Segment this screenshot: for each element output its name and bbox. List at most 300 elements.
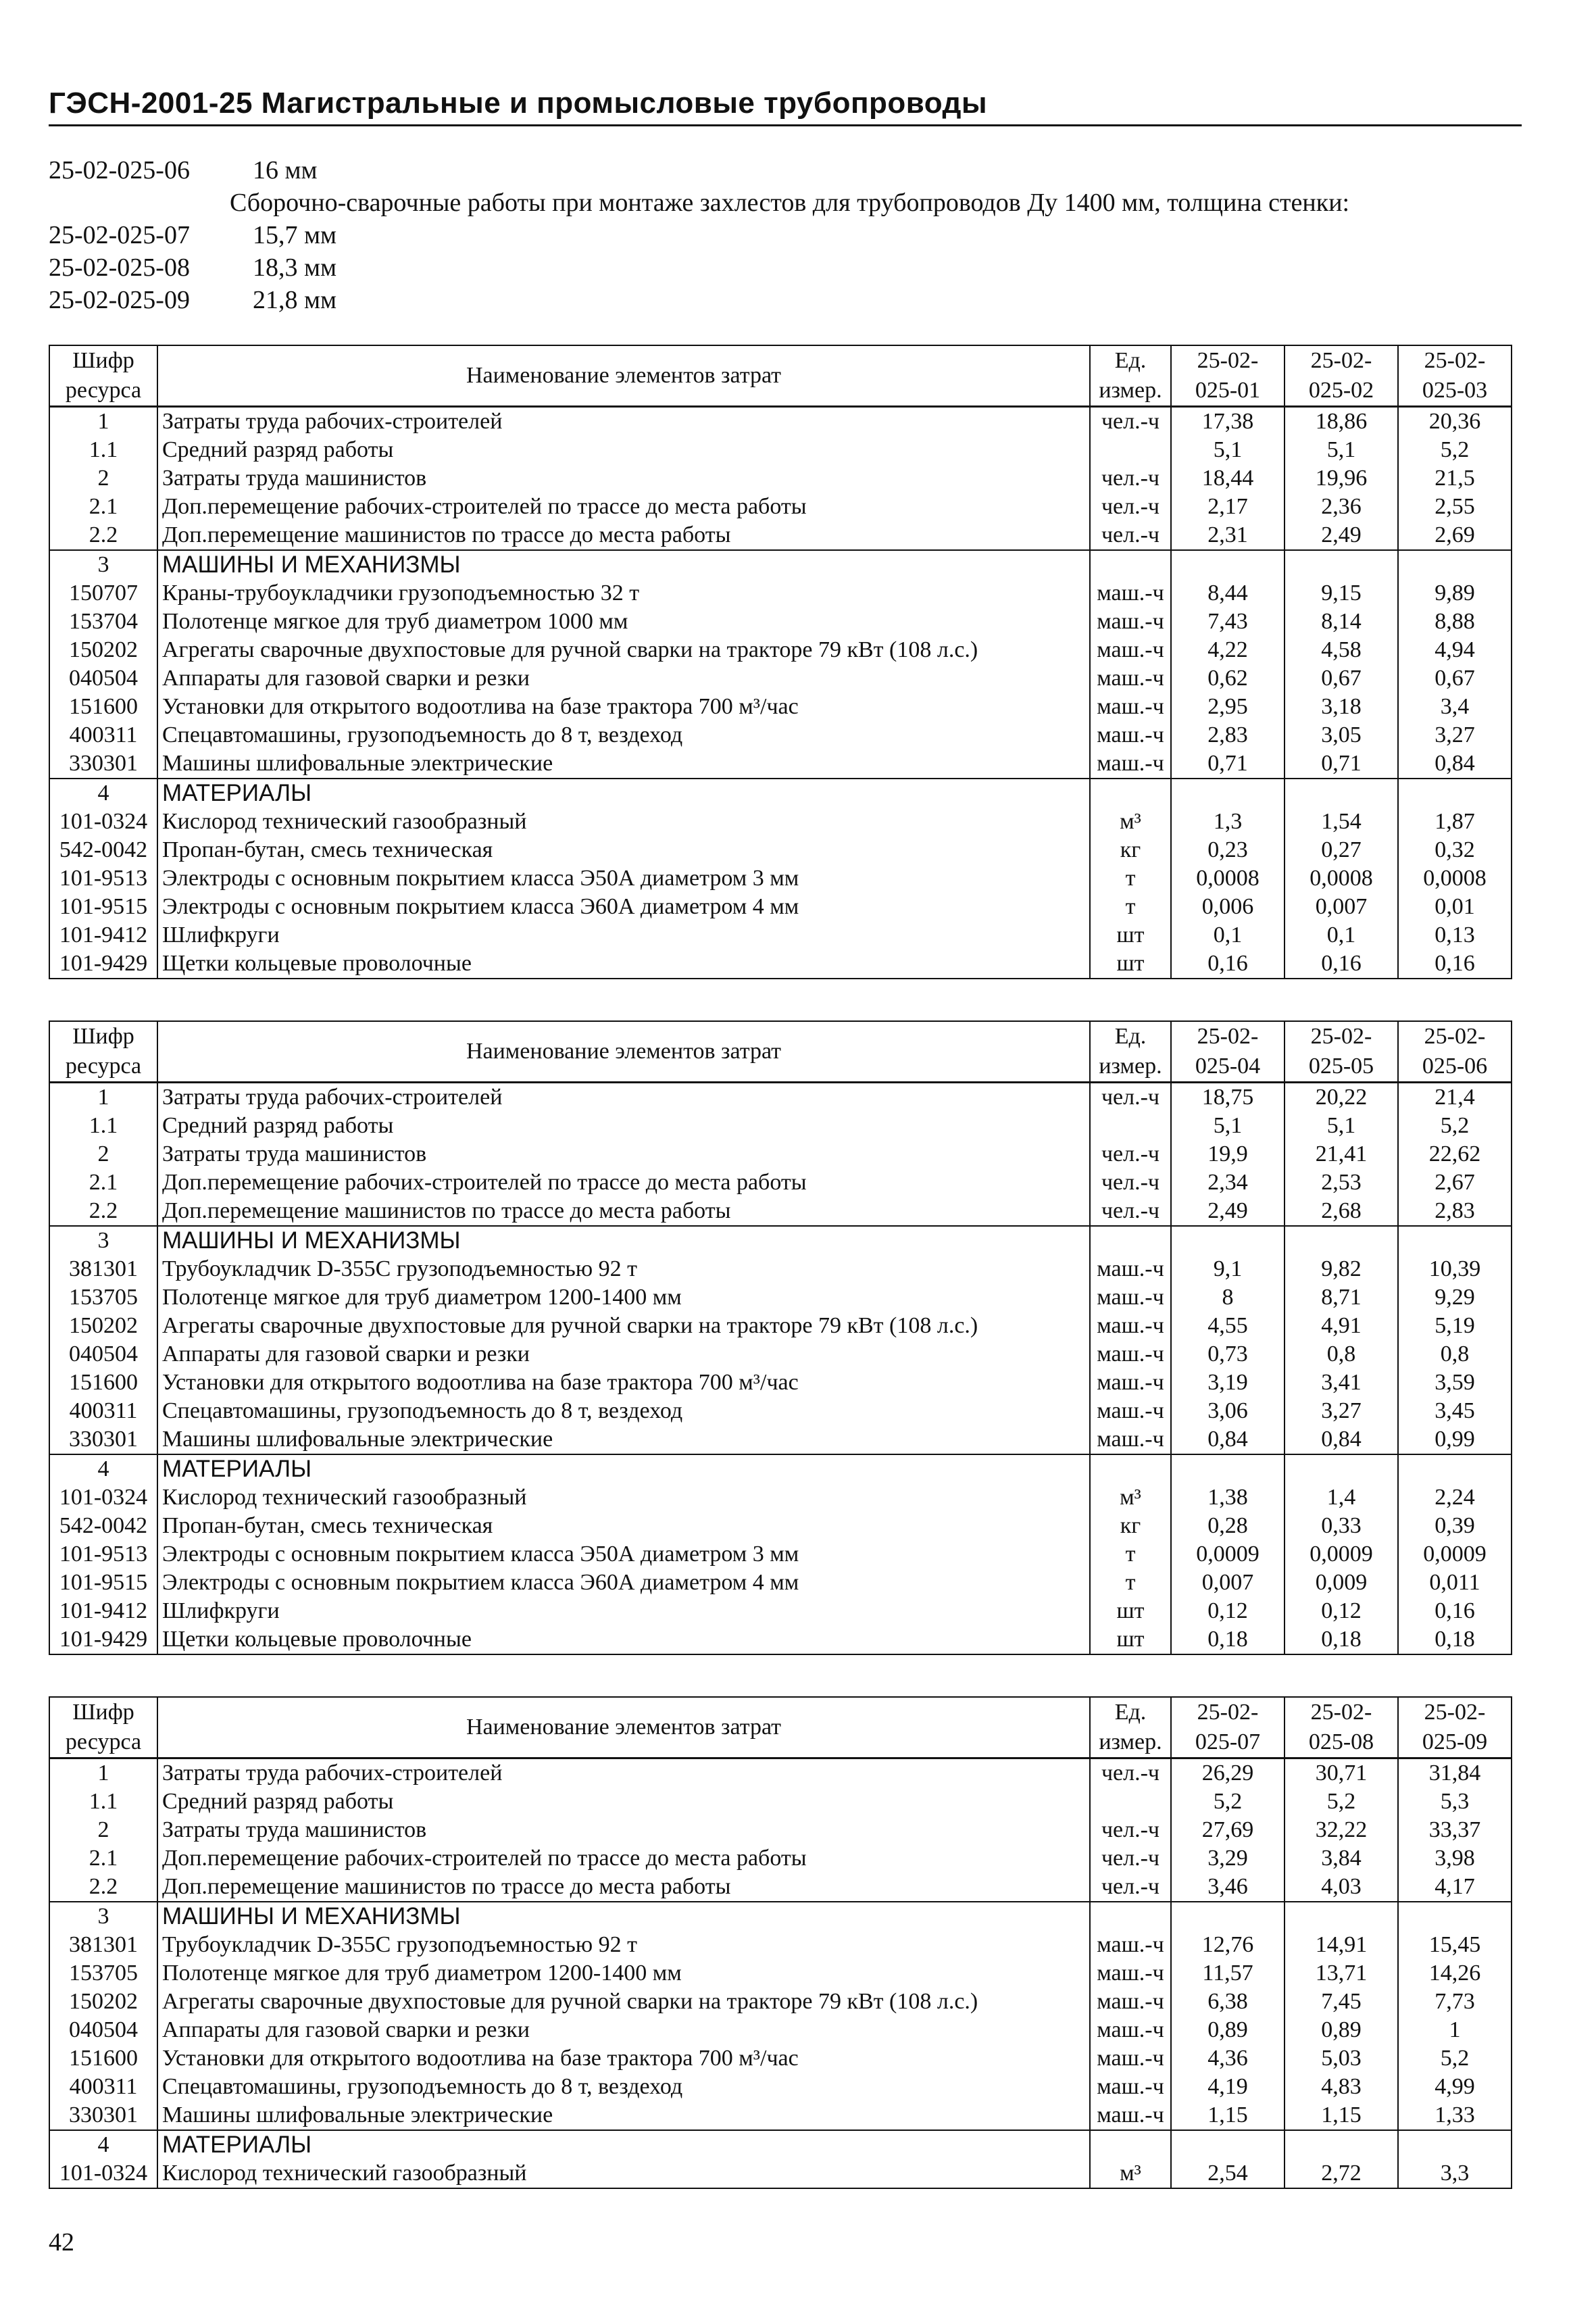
table-row [49,1931,1512,1959]
table-row [49,1255,1512,1283]
resource-code: 040504 [49,664,157,693]
value-cell [1171,550,1285,579]
table-row [49,2101,1512,2130]
value-cell [1285,1902,1398,1931]
table-row [49,1758,1512,1788]
unit-cell: маш.-ч [1090,636,1171,664]
table-row [49,1168,1512,1197]
table-row [49,664,1512,693]
section-row [49,779,1512,808]
value-cell [1398,1454,1512,1483]
table-row [49,921,1512,950]
table-row [49,464,1512,493]
value-cell: 5,03 [1285,2044,1398,2073]
wall-thickness: 18,3 мм [253,253,337,282]
intro-row [49,187,1535,219]
value-cell: 11,57 [1171,1959,1285,1988]
unit-cell: кг [1090,1512,1171,1540]
table-row [49,808,1512,836]
resource-code: 400311 [49,721,157,749]
wall-thickness: 16 мм [253,156,318,184]
value-cell: 4,55 [1171,1312,1285,1340]
value-cell: 21,41 [1285,1140,1398,1168]
value-cell: 3,27 [1398,721,1512,749]
value-cell: 0,011 [1398,1569,1512,1597]
value-cell: 8,71 [1285,1283,1398,1312]
resource-code: 101-9513 [49,864,157,893]
value-cell: 5,1 [1285,1112,1398,1140]
value-cell: 2,36 [1285,493,1398,521]
unit-cell: маш.-ч [1090,2044,1171,2073]
unit-cell [1090,1454,1171,1483]
column-header-norm: 25-02- [1398,345,1512,376]
unit-cell: маш.-ч [1090,664,1171,693]
unit-cell: т [1090,893,1171,921]
value-cell: 4,94 [1398,636,1512,664]
table-row [49,836,1512,864]
table-row [49,1425,1512,1454]
value-cell: 9,29 [1398,1283,1512,1312]
unit-cell: чел.-ч [1090,1168,1171,1197]
unit-cell: маш.-ч [1090,2016,1171,2044]
unit-cell: маш.-ч [1090,2073,1171,2101]
value-cell [1285,1226,1398,1255]
value-cell: 18,86 [1285,407,1398,437]
value-cell: 1,15 [1171,2101,1285,2130]
resource-code: 330301 [49,749,157,779]
resource-name: Аппараты для газовой сварки и резки [157,2016,1090,2044]
value-cell: 0,13 [1398,921,1512,950]
wall-thickness: 21,8 мм [253,286,337,314]
value-cell: 0,89 [1171,2016,1285,2044]
value-cell: 7,73 [1398,1988,1512,2016]
table-row [49,521,1512,550]
column-header-name: Наименование элементов затрат [157,345,1090,407]
resource-code: 101-9429 [49,1625,157,1654]
unit-cell: маш.-ч [1090,1959,1171,1988]
value-cell: 3,45 [1398,1397,1512,1425]
value-cell: 2,83 [1398,1197,1512,1226]
resource-code: 2.2 [49,1197,157,1226]
value-cell: 21,5 [1398,464,1512,493]
resource-code: 400311 [49,2073,157,2101]
value-cell [1171,1454,1285,1483]
value-cell: 0,84 [1285,1425,1398,1454]
value-cell: 3,41 [1285,1369,1398,1397]
resource-code: 2 [49,1816,157,1844]
resource-code: 3 [49,550,157,579]
value-cell: 18,44 [1171,464,1285,493]
value-cell: 0,27 [1285,836,1398,864]
value-cell: 3,3 [1398,2159,1512,2188]
value-cell: 0,12 [1171,1597,1285,1625]
resource-name: Кислород технический газообразный [157,2159,1090,2188]
value-cell: 0,16 [1398,950,1512,979]
table-row [49,407,1512,437]
value-cell: 1,87 [1398,808,1512,836]
column-header-norm: 025-04 [1171,1052,1285,1083]
page-title: ГЭСН-2001-25 Магистральные и промысловые трубопроводы [49,87,988,120]
column-header-unit: измер. [1090,1052,1171,1083]
value-cell: 17,38 [1171,407,1285,437]
table-row [49,1112,1512,1140]
section-row [49,2130,1512,2159]
unit-cell: маш.-ч [1090,1369,1171,1397]
unit-cell [1090,436,1171,464]
value-cell: 0,8 [1398,1340,1512,1369]
column-header-norm: 25-02- [1285,1021,1398,1052]
value-cell: 2,83 [1171,721,1285,749]
resource-code: 101-9429 [49,950,157,979]
column-header-norm: 025-03 [1398,376,1512,407]
resource-code: 1 [49,407,157,437]
column-header-code: Шифр [49,1021,157,1052]
value-cell: 0,71 [1285,749,1398,779]
value-cell: 0,18 [1171,1625,1285,1654]
unit-cell [1090,2130,1171,2159]
value-cell: 9,89 [1398,579,1512,608]
value-cell: 0,39 [1398,1512,1512,1540]
value-cell: 0,62 [1171,664,1285,693]
resource-code: 381301 [49,1931,157,1959]
value-cell: 8 [1171,1283,1285,1312]
column-header-norm: 25-02- [1171,1021,1285,1052]
value-cell: 0,33 [1285,1512,1398,1540]
value-cell: 4,17 [1398,1873,1512,1902]
unit-cell: чел.-ч [1090,1197,1171,1226]
value-cell: 0,8 [1285,1340,1398,1369]
column-header-norm: 25-02- [1398,1021,1512,1052]
value-cell: 0,84 [1171,1425,1285,1454]
value-cell: 2,34 [1171,1168,1285,1197]
resource-name: Затраты труда машинистов [157,1140,1090,1168]
intro-row [49,251,1535,284]
value-cell: 3,59 [1398,1369,1512,1397]
column-header-norm: 025-05 [1285,1052,1398,1083]
column-header-code: ресурса [49,376,157,407]
unit-cell: маш.-ч [1090,1312,1171,1340]
value-cell: 5,3 [1398,1788,1512,1816]
value-cell: 0,1 [1285,921,1398,950]
value-cell: 9,82 [1285,1255,1398,1283]
value-cell: 4,91 [1285,1312,1398,1340]
unit-cell: маш.-ч [1090,2101,1171,2130]
unit-cell: маш.-ч [1090,721,1171,749]
resource-code: 2.1 [49,493,157,521]
resource-code: 2 [49,464,157,493]
value-cell: 0,009 [1285,1569,1398,1597]
unit-cell: маш.-ч [1090,1425,1171,1454]
value-cell: 5,2 [1398,436,1512,464]
resource-code: 542-0042 [49,1512,157,1540]
value-cell: 0,0008 [1171,864,1285,893]
value-cell: 3,18 [1285,693,1398,721]
column-header-norm: 025-07 [1171,1727,1285,1758]
value-cell: 2,24 [1398,1483,1512,1512]
table-row [49,1312,1512,1340]
resource-name: Агрегаты сварочные двухпостовые для ручной сварки на тракторе 79 кВт (108 л.с.) [157,1988,1090,2016]
unit-cell: шт [1090,1597,1171,1625]
value-cell: 0,89 [1285,2016,1398,2044]
unit-cell: маш.-ч [1090,1255,1171,1283]
unit-cell: маш.-ч [1090,693,1171,721]
unit-cell [1090,1788,1171,1816]
table-row [49,2044,1512,2073]
value-cell [1171,1226,1285,1255]
value-cell: 10,39 [1398,1255,1512,1283]
resource-name: Электроды с основным покрытием класса Э50А диаметром 3 мм [157,1540,1090,1569]
value-cell: 1,4 [1285,1483,1398,1512]
value-cell: 0,18 [1398,1625,1512,1654]
table-row [49,636,1512,664]
resource-code: 101-9412 [49,921,157,950]
resource-name: Машины шлифовальные электрические [157,2101,1090,2130]
value-cell: 0,0009 [1171,1540,1285,1569]
resource-name: Спецавтомашины, грузоподъемность до 8 т, вездеход [157,1397,1090,1425]
table-row [49,1397,1512,1425]
column-header-code: Шифр [49,1697,157,1727]
value-cell: 30,71 [1285,1758,1398,1788]
resource-name: Затраты труда машинистов [157,1816,1090,1844]
norm-code: 25-02-025-09 [49,286,190,314]
unit-cell [1090,779,1171,808]
unit-cell: чел.-ч [1090,521,1171,550]
column-header-unit: Ед. [1090,1021,1171,1052]
resource-code: 151600 [49,2044,157,2073]
norm-code: 25-02-025-08 [49,253,190,282]
resource-code: 330301 [49,1425,157,1454]
value-cell [1398,779,1512,808]
value-cell: 1,54 [1285,808,1398,836]
value-cell: 4,83 [1285,2073,1398,2101]
value-cell: 4,58 [1285,636,1398,664]
unit-cell: чел.-ч [1090,407,1171,437]
value-cell: 5,19 [1398,1312,1512,1340]
column-header-norm: 025-06 [1398,1052,1512,1083]
resource-code: 150202 [49,636,157,664]
table-row [49,1083,1512,1112]
resource-code: 1.1 [49,1112,157,1140]
value-cell: 2,49 [1285,521,1398,550]
resource-code: 101-0324 [49,2159,157,2188]
table-row [49,2073,1512,2101]
resource-code: 101-9513 [49,1540,157,1569]
value-cell: 3,4 [1398,693,1512,721]
resource-code: 4 [49,2130,157,2159]
unit-cell: маш.-ч [1090,1988,1171,2016]
intro-row [49,219,1535,251]
value-cell: 12,76 [1171,1931,1285,1959]
value-cell [1285,1454,1398,1483]
unit-cell: маш.-ч [1090,1283,1171,1312]
column-header-unit: Ед. [1090,1697,1171,1727]
value-cell: 0,007 [1285,893,1398,921]
resource-code: 040504 [49,1340,157,1369]
resource-name: Полотенце мягкое для труб диаметром 1200-1400 мм [157,1283,1090,1312]
section-title: МАТЕРИАЛЫ [157,779,1090,808]
resource-code: 153705 [49,1283,157,1312]
value-cell: 0,67 [1398,664,1512,693]
value-cell: 8,14 [1285,608,1398,636]
norm-code: 25-02-025-06 [49,156,190,184]
value-cell: 0,99 [1398,1425,1512,1454]
value-cell: 2,68 [1285,1197,1398,1226]
resource-name: Аппараты для газовой сварки и резки [157,1340,1090,1369]
value-cell: 1,38 [1171,1483,1285,1512]
column-header-norm: 25-02- [1171,1697,1285,1727]
section-title: МАШИНЫ И МЕХАНИЗМЫ [157,1902,1090,1931]
unit-cell: т [1090,864,1171,893]
value-cell: 5,1 [1285,436,1398,464]
value-cell [1171,779,1285,808]
unit-cell: маш.-ч [1090,1340,1171,1369]
resource-name: Доп.перемещение рабочих-строителей по трассе до места работы [157,1844,1090,1873]
section-row [49,1902,1512,1931]
value-cell: 4,22 [1171,636,1285,664]
value-cell: 21,4 [1398,1083,1512,1112]
value-cell: 1 [1398,2016,1512,2044]
table-row [49,1788,1512,1816]
value-cell: 3,19 [1171,1369,1285,1397]
value-cell: 8,44 [1171,579,1285,608]
unit-cell [1090,550,1171,579]
table-row [49,1959,1512,1988]
resource-code: 101-0324 [49,808,157,836]
resource-code: 1.1 [49,436,157,464]
resource-code: 330301 [49,2101,157,2130]
value-cell: 19,9 [1171,1140,1285,1168]
table-row [49,864,1512,893]
resource-name: Электроды с основным покрытием класса Э60А диаметром 4 мм [157,893,1090,921]
value-cell: 14,91 [1285,1931,1398,1959]
value-cell [1398,1226,1512,1255]
resource-name: Аппараты для газовой сварки и резки [157,664,1090,693]
resource-name: Машины шлифовальные электрические [157,1425,1090,1454]
unit-cell: чел.-ч [1090,1816,1171,1844]
unit-cell: кг [1090,836,1171,864]
value-cell: 22,62 [1398,1140,1512,1168]
value-cell: 7,45 [1285,1988,1398,2016]
unit-cell: чел.-ч [1090,1844,1171,1873]
table-row [49,1569,1512,1597]
unit-cell: шт [1090,950,1171,979]
unit-cell: чел.-ч [1090,1083,1171,1112]
resource-name: Электроды с основным покрытием класса Э50А диаметром 3 мм [157,864,1090,893]
value-cell: 0,16 [1398,1597,1512,1625]
resource-name: Доп.перемещение рабочих-строителей по трассе до места работы [157,493,1090,521]
unit-cell: шт [1090,1625,1171,1654]
value-cell: 3,84 [1285,1844,1398,1873]
value-cell: 0,0009 [1285,1540,1398,1569]
value-cell: 3,46 [1171,1873,1285,1902]
resource-name: Доп.перемещение рабочих-строителей по трассе до места работы [157,1168,1090,1197]
value-cell: 4,03 [1285,1873,1398,1902]
resource-code: 101-9515 [49,1569,157,1597]
table-row [49,608,1512,636]
resource-name: Трубоукладчик D-355C грузоподъемностью 92 т [157,1931,1090,1959]
table-row [49,579,1512,608]
unit-cell: чел.-ч [1090,464,1171,493]
table-row [49,721,1512,749]
resource-name: Электроды с основным покрытием класса Э60А диаметром 4 мм [157,1569,1090,1597]
value-cell: 0,71 [1171,749,1285,779]
unit-cell: маш.-ч [1090,749,1171,779]
value-cell: 5,2 [1285,1788,1398,1816]
value-cell [1285,779,1398,808]
resource-code: 2.1 [49,1844,157,1873]
value-cell: 2,55 [1398,493,1512,521]
column-header-norm: 25-02- [1171,345,1285,376]
column-header-code: ресурса [49,1727,157,1758]
section-row [49,1454,1512,1483]
table-row [49,1597,1512,1625]
value-cell: 2,72 [1285,2159,1398,2188]
value-cell [1285,550,1398,579]
value-cell: 9,1 [1171,1255,1285,1283]
table-row [49,1483,1512,1512]
section-row [49,550,1512,579]
resource-name: Доп.перемещение машинистов по трассе до места работы [157,521,1090,550]
resource-name: Полотенце мягкое для труб диаметром 1000 мм [157,608,1090,636]
resource-name: Шлифкруги [157,1597,1090,1625]
value-cell: 0,84 [1398,749,1512,779]
unit-cell: т [1090,1569,1171,1597]
resource-name: Полотенце мягкое для труб диаметром 1200-1400 мм [157,1959,1090,1988]
resource-code: 2.2 [49,521,157,550]
resource-code: 153705 [49,1959,157,1988]
unit-cell [1090,1226,1171,1255]
table-row [49,2016,1512,2044]
value-cell: 0,67 [1285,664,1398,693]
value-cell: 0,12 [1285,1597,1398,1625]
column-header-norm: 025-09 [1398,1727,1512,1758]
resource-code: 150202 [49,1312,157,1340]
resource-name: Шлифкруги [157,921,1090,950]
resource-code: 3 [49,1902,157,1931]
resource-name: Затраты труда рабочих-строителей [157,1758,1090,1788]
resource-code: 4 [49,1454,157,1483]
table-row [49,1540,1512,1569]
column-header-name: Наименование элементов затрат [157,1021,1090,1083]
unit-cell: шт [1090,921,1171,950]
intro-row [49,284,1535,316]
value-cell: 0,01 [1398,893,1512,921]
value-cell: 2,49 [1171,1197,1285,1226]
value-cell: 0,007 [1171,1569,1285,1597]
value-cell: 3,06 [1171,1397,1285,1425]
column-header-norm: 25-02- [1285,1697,1398,1727]
resource-code: 101-0324 [49,1483,157,1512]
resource-name: Затраты труда рабочих-строителей [157,1083,1090,1112]
value-cell: 3,05 [1285,721,1398,749]
value-cell: 5,1 [1171,1112,1285,1140]
value-cell: 2,67 [1398,1168,1512,1197]
value-cell: 26,29 [1171,1758,1285,1788]
table-row [49,1283,1512,1312]
unit-cell [1090,1112,1171,1140]
column-header-norm: 025-01 [1171,376,1285,407]
table-row [49,1340,1512,1369]
section-title: МАШИНЫ И МЕХАНИЗМЫ [157,1226,1090,1255]
resource-code: 040504 [49,2016,157,2044]
table-row [49,436,1512,464]
table-row [49,1873,1512,1902]
resource-name: Машины шлифовальные электрические [157,749,1090,779]
table-row [49,1625,1512,1654]
resource-name: Средний разряд работы [157,1788,1090,1816]
table-row [49,749,1512,779]
resource-name: Щетки кольцевые проволочные [157,1625,1090,1654]
